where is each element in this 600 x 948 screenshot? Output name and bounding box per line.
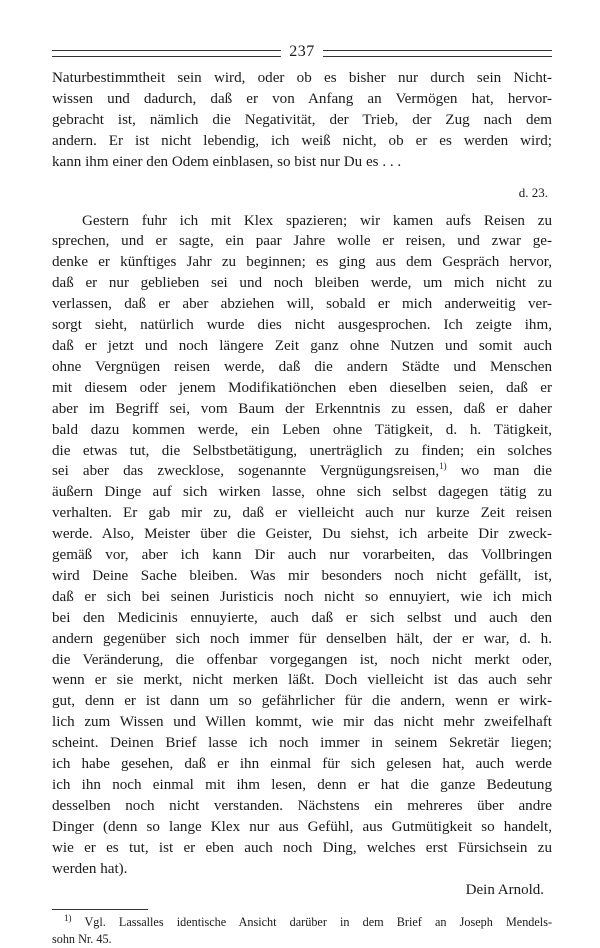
text-line: Naturbestimmtheit sein wird, oder ob es bisher nur durch sein Nicht- — [52, 70, 552, 86]
text-line: ich habe gesehen, daß er ihn einmal für sich gelesen hat, auch werde — [52, 756, 552, 773]
text-line: gebracht ist, nämlich die Negativität, der Trieb, der Zug nach dem — [52, 111, 552, 128]
text-line: lich zum Wissen und Willen kommt, wie mir das nicht mehr zweifelhaft — [52, 714, 552, 731]
text-line: äußern Dinge auf sich wirken lasse, ohne sich selbst dagegen tätig zu — [52, 484, 552, 501]
text-line: desselben noch nicht verstanden. Nächstens ein mehreres über andre — [52, 797, 552, 814]
text-line: sprechen, und er sagte, ein paar Jahre wolle er reisen, und zwar ge- — [52, 233, 552, 250]
text-line: mit diesem oder jenem Modifikatiönchen eben dieselben seien, daß er — [52, 379, 552, 396]
footnote-number: 1) — [64, 912, 72, 923]
text-line: daß er sich bei seinen Juristicis noch nicht so ennuyiert, wie ich mich — [52, 588, 552, 605]
text-line: verlassen, daß er aber abziehen will, sobald er mich anderweitig ver- — [52, 296, 552, 313]
text-line: ohne Vergnügen reisen werde, daß die andern Städte und Menschen — [52, 358, 552, 375]
text-line: daß er nur geblieben sei und noch bleiben werde, um mich nicht zu — [52, 275, 552, 292]
letter-paragraph — [52, 211, 552, 880]
running-head — [52, 40, 552, 64]
date-heading: d. 23. — [518, 184, 548, 200]
signature: Dein Arnold. — [465, 881, 544, 898]
text-line: andern gegenüber sich noch immer für denselben hält, der er war, d. h. — [52, 630, 552, 647]
text-line: ich ihn noch einmal mit ihm lesen, denn er hat die ganze Bedeutung — [52, 777, 552, 793]
footnote-marker[interactable]: 1) — [439, 461, 447, 472]
text-line: werden hat). — [52, 860, 128, 877]
text-line: gut, denn er ist dann um so gefährlicher für die andern, wenn er wirk- — [52, 693, 552, 710]
paragraph-continuation — [52, 68, 552, 173]
header-rule-left — [52, 50, 281, 57]
text-line: daß er jetzt und noch längere Zeit ganz ohne Nutzen und somit auch — [52, 337, 552, 354]
text-line: die Veränderung, die offenbar vorgegangen ist, noch nicht merkt oder, — [52, 651, 552, 668]
text-line: die etwas tut, die Selbstbetätigung, unerträglich zu finden; ein solches — [52, 442, 552, 459]
text-line-with-footnote — [52, 461, 552, 482]
footnote-line: sohn Nr. 45. — [52, 931, 112, 946]
footnote-divider — [52, 909, 148, 910]
text-line: bei den Medicinis ennuyierte, auch daß er sich selbst und auch den — [52, 609, 552, 626]
text-line: Dinger (denn so lange Klex nur aus Gefühl, aus Gutmütigkeit so handelt, — [52, 818, 552, 835]
text-line: scheint. Deinen Brief lasse ich noch immer in seinem Sekretär liegen; — [52, 735, 552, 752]
text-line: verhalten. Er gab mir zu, daß er vielleicht auch nur kurze Zeit reisen — [52, 505, 552, 522]
text-fragment: Vgl. Lassalles identische Ansicht darüber in dem Brief an Joseph Mendels- — [84, 914, 552, 929]
text-line: bald dazu kommen werde, ein Leben ohne Tätigkeit, d. h. Tätigkeit, — [52, 421, 552, 438]
text-line: sorgt sieht, natürlich wurde dies nicht ausgesprochen. Ich zeigte ihm, — [52, 317, 552, 334]
header-rule-right — [323, 50, 552, 57]
text-line: Gestern fuhr ich mit Klex spazieren; wir kamen aufs Reisen zu — [82, 212, 552, 229]
text-fragment: wo man die — [446, 463, 552, 480]
text-line: wird Deine Sache bleiben. Was mir besonders noch nicht gefällt, ist, — [52, 567, 552, 584]
text-line: wie er es tut, ist er eben auch noch Ding, welches erst Fürsichsein zu — [52, 839, 552, 856]
footnote-line — [52, 914, 552, 931]
text-line: aber im Begriff sei, vom Baum der Erkenntnis zu essen, daß er daher — [52, 400, 552, 417]
text-line: gemäß vor, aber ich kann Dir auch nur vorarbeiten, das Vollbringen — [52, 547, 552, 564]
book-page — [52, 40, 552, 946]
text-line: denke er künftiges Jahr zu beginnen; es ging aus dem Gespräch hervor, — [52, 254, 552, 271]
text-fragment: sei aber das zwecklose, sogenannte Vergnügungsreisen, — [52, 463, 440, 480]
text-line: kann ihm einer den Odem einblasen, so bist nur Du es . . . — [52, 153, 402, 170]
text-line: wissen und dadurch, daß er von Anfang an Vermögen hat, hervor- — [52, 90, 552, 107]
text-line: andern. Er ist nicht lebendig, ich weiß nicht, ob er es werden wird; — [52, 132, 552, 149]
text-line: wenn er sie merkt, nicht merken läßt. Doch vielleicht ist das auch sehr — [52, 672, 552, 689]
page-number: 237 — [289, 43, 315, 60]
text-line: werde. Also, Meister über die Geister, Du siehst, ich arbeite Dir zweck- — [52, 526, 552, 543]
footnote — [52, 914, 552, 948]
